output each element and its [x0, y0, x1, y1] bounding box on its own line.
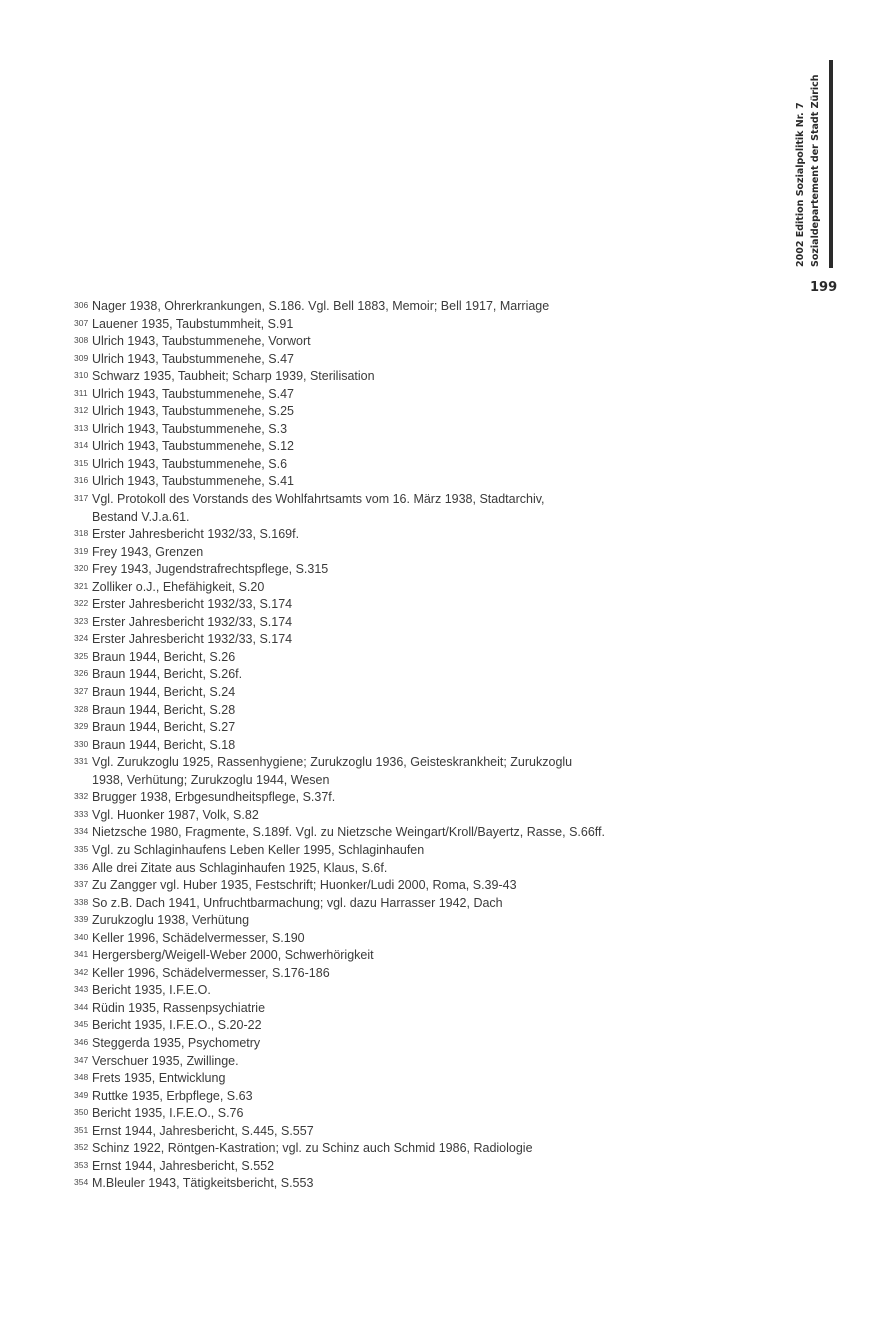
footnote-text: Zolliker o.J., Ehefähigkeit, S.20: [92, 579, 265, 594]
footnote-number: 323: [74, 615, 89, 626]
footnote-text: Nager 1938, Ohrerkrankungen, S.186. Vgl. Bell 1883, Memoir; Bell 1917, Marriage: [92, 299, 550, 313]
footnote-text: Steggerda 1935, Psychometry: [92, 1035, 261, 1050]
footnote-text: Brugger 1938, Erbgesundheitspflege, S.37f.: [92, 790, 336, 805]
footnote: [74, 666, 794, 684]
footnote-number: 351: [74, 1124, 89, 1135]
footnote: [74, 947, 794, 965]
footnote-number: 353: [74, 1159, 89, 1170]
footnote-number: 310: [74, 370, 89, 381]
footnote: [74, 1070, 794, 1088]
footnote-number: 349: [74, 1089, 89, 1100]
footnote: [74, 1017, 794, 1035]
footnote-text: Vgl. Huonker 1987, Volk, S.82: [92, 807, 259, 822]
footnote: [74, 860, 794, 878]
footnote-number: 330: [74, 738, 89, 749]
footnote-number: 312: [74, 405, 89, 416]
series-sidebar: [793, 74, 823, 267]
footnote: [74, 965, 794, 983]
footnote-text: Schwarz 1935, Taubheit; Scharp 1939, Sterilisation: [92, 369, 375, 384]
footnote: [74, 982, 794, 1000]
footnote: [74, 877, 794, 895]
footnote-number: 315: [74, 457, 89, 468]
footnote-text: Ulrich 1943, Taubstummenehe, S.6: [92, 456, 288, 471]
footnote: [74, 526, 794, 544]
series-title: 2002 Edition Sozialpolitik Nr. 7: [795, 102, 806, 267]
footnote-number: 317: [74, 493, 89, 504]
footnote-text: Verschuer 1935, Zwillinge.: [92, 1053, 239, 1068]
footnote: [74, 789, 794, 807]
footnote: [74, 403, 794, 421]
footnote-text: Braun 1944, Bericht, S.28: [92, 702, 236, 717]
footnote-number: 346: [74, 1036, 89, 1047]
footnote: [74, 456, 794, 474]
footnote-list: [74, 298, 794, 1193]
footnote-text: Keller 1996, Schädelvermesser, S.190: [92, 930, 305, 945]
footnote-text: Ulrich 1943, Taubstummenehe, S.3: [92, 421, 288, 436]
footnote-text: So z.B. Dach 1941, Unfruchtbarmachung; vgl. dazu Harrasser 1942, Dach: [92, 895, 503, 910]
footnote: [74, 754, 794, 789]
footnote-number: 332: [74, 791, 89, 802]
publisher-name: Sozialdepartement der Stadt Zürich: [810, 74, 821, 267]
footnote-text: Bericht 1935, I.F.E.O.: [92, 983, 211, 998]
sidebar-rule: [829, 60, 833, 268]
footnote: [74, 491, 794, 526]
footnote-text: Rüdin 1935, Rassenpsychiatrie: [92, 1000, 266, 1015]
footnote: [74, 807, 794, 825]
footnote: [74, 473, 794, 491]
footnote-number: 348: [74, 1072, 89, 1083]
footnote-text: Ernst 1944, Jahresbericht, S.445, S.557: [92, 1123, 314, 1138]
footnote: [74, 719, 794, 737]
footnote-number: 338: [74, 896, 89, 907]
footnote-number: 340: [74, 931, 89, 942]
footnote-text: Ulrich 1943, Taubstummenehe, S.47: [92, 386, 294, 401]
footnote-text: Erster Jahresbericht 1932/33, S.174: [92, 614, 293, 629]
footnote-number: 306: [74, 300, 89, 310]
footnote: [74, 1175, 794, 1193]
footnote-text: M.Bleuler 1943, Tätigkeitsbericht, S.553: [92, 1176, 314, 1191]
footnote: [74, 579, 794, 597]
footnote-number: 322: [74, 598, 89, 609]
footnote: [74, 1000, 794, 1018]
footnote-text: Schinz 1922, Röntgen-Kastration; vgl. zu Schinz auch Schmid 1986, Radiologie: [92, 1141, 533, 1156]
footnote: [74, 421, 794, 439]
footnote-number: 307: [74, 317, 89, 328]
footnote-text: 1938, Verhütung; Zurukzoglu 1944, Wesen: [92, 772, 330, 787]
footnote-text: Ulrich 1943, Taubstummenehe, Vorwort: [92, 334, 311, 349]
footnote: [74, 351, 794, 369]
footnote-number: 327: [74, 686, 89, 697]
footnote-number: 337: [74, 879, 89, 890]
footnote-number: 335: [74, 843, 89, 854]
footnote: [74, 298, 794, 316]
footnote-text: Bericht 1935, I.F.E.O., S.20-22: [92, 1018, 262, 1033]
footnote-text: Alle drei Zitate aus Schlaginhaufen 1925, Klaus, S.6f.: [92, 860, 388, 875]
footnote-number: 308: [74, 335, 89, 346]
footnote-number: 329: [74, 721, 89, 732]
footnote-number: 313: [74, 422, 89, 433]
footnote-number: 341: [74, 949, 89, 960]
footnote: [74, 824, 794, 842]
footnote-text: Hergersberg/Weigell-Weber 2000, Schwerhörigkeit: [92, 948, 374, 963]
footnote: [74, 1088, 794, 1106]
footnote: [74, 1035, 794, 1053]
footnote: [74, 1158, 794, 1176]
footnote-text: Ruttke 1935, Erbpflege, S.63: [92, 1088, 253, 1103]
footnote-text: Bericht 1935, I.F.E.O., S.76: [92, 1106, 244, 1121]
footnote-number: 314: [74, 440, 89, 451]
footnote-text: Vgl. zu Schlaginhaufens Leben Keller 1995, Schlaginhaufen: [92, 842, 425, 857]
footnote-text: Braun 1944, Bericht, S.26f.: [92, 667, 243, 682]
footnote-text: Vgl. Zurukzoglu 1925, Rassenhygiene; Zurukzoglu 1936, Geisteskrankheit; Zurukzoglu: [92, 755, 573, 770]
footnote: [74, 649, 794, 667]
footnote: [74, 386, 794, 404]
footnote-number: 350: [74, 1107, 89, 1118]
footnote: [74, 631, 794, 649]
footnote-number: 342: [74, 966, 89, 977]
footnote-number: 326: [74, 668, 89, 679]
footnote: [74, 561, 794, 579]
footnote-number: 321: [74, 580, 89, 591]
footnote: [74, 930, 794, 948]
footnote: [74, 614, 794, 632]
footnote-number: 344: [74, 1001, 89, 1012]
footnote-text: Bestand V.J.a.61.: [92, 509, 190, 524]
footnote-text: Zurukzoglu 1938, Verhütung: [92, 913, 250, 928]
footnote-number: 334: [74, 826, 89, 837]
footnote: [74, 1053, 794, 1071]
footnote: [74, 684, 794, 702]
footnote-number: 331: [74, 756, 89, 767]
footnote-text: Braun 1944, Bericht, S.26: [92, 649, 236, 664]
footnote-number: 316: [74, 475, 89, 486]
footnote: [74, 702, 794, 720]
footnote-text: Erster Jahresbericht 1932/33, S.174: [92, 632, 293, 647]
footnote-number: 309: [74, 352, 89, 363]
footnote-number: 318: [74, 528, 89, 539]
footnote-text: Erster Jahresbericht 1932/33, S.169f.: [92, 527, 300, 542]
footnote-number: 328: [74, 703, 89, 714]
footnote-number: 320: [74, 563, 89, 574]
footnote-text: Lauener 1935, Taubstummheit, S.91: [92, 316, 294, 331]
footnote-text: Ulrich 1943, Taubstummenehe, S.25: [92, 404, 294, 419]
footnote-number: 345: [74, 1019, 89, 1030]
footnote-text: Zu Zangger vgl. Huber 1935, Festschrift; Huonker/Ludi 2000, Roma, S.39-43: [92, 878, 517, 893]
footnote-text: Erster Jahresbericht 1932/33, S.174: [92, 597, 293, 612]
footnote-text: Nietzsche 1980, Fragmente, S.189f. Vgl. zu Nietzsche Weingart/Kroll/Bayertz, Rasse, S.66ff.: [92, 825, 605, 840]
footnote: [74, 368, 794, 386]
footnote: [74, 333, 794, 351]
footnote-number: 339: [74, 914, 89, 925]
footnote-text: Ulrich 1943, Taubstummenehe, S.47: [92, 351, 294, 366]
footnote: [74, 438, 794, 456]
footnote-text: Frey 1943, Grenzen: [92, 544, 204, 559]
footnote: [74, 895, 794, 913]
footnote-number: 311: [74, 387, 88, 398]
footnote-text: Braun 1944, Bericht, S.24: [92, 685, 236, 700]
footnote-text: Ernst 1944, Jahresbericht, S.552: [92, 1158, 275, 1173]
footnote-text: Ulrich 1943, Taubstummenehe, S.12: [92, 439, 294, 454]
footnote-number: 352: [74, 1142, 89, 1153]
footnote: [74, 316, 794, 334]
footnote-text: Vgl. Protokoll des Vorstands des Wohlfahrtsamts vom 16. März 1938, Stadtarchiv,: [92, 492, 545, 507]
footnote-number: 325: [74, 650, 89, 661]
footnote-text: Frets 1935, Entwicklung: [92, 1071, 226, 1086]
footnote: [74, 544, 794, 562]
footnote-number: 343: [74, 984, 89, 995]
footnote-number: 336: [74, 861, 89, 872]
footnote: [74, 596, 794, 614]
footnote: [74, 842, 794, 860]
footnote-number: 319: [74, 545, 89, 556]
page-number: 199: [810, 280, 838, 295]
footnote: [74, 737, 794, 755]
footnote: [74, 1105, 794, 1123]
footnote: [74, 1140, 794, 1158]
footnote: [74, 912, 794, 930]
footnote-number: 347: [74, 1054, 89, 1065]
footnote-text: Braun 1944, Bericht, S.18: [92, 737, 236, 752]
footnote-text: Braun 1944, Bericht, S.27: [92, 720, 236, 735]
footnote-number: 354: [74, 1177, 89, 1188]
footnote-text: Ulrich 1943, Taubstummenehe, S.41: [92, 474, 294, 489]
footnote-number: 333: [74, 808, 89, 819]
footnote-text: Keller 1996, Schädelvermesser, S.176-186: [92, 965, 330, 980]
footnote-text: Frey 1943, Jugendstrafrechtspflege, S.315: [92, 562, 329, 577]
footnote-number: 324: [74, 633, 89, 644]
footnote: [74, 1123, 794, 1141]
